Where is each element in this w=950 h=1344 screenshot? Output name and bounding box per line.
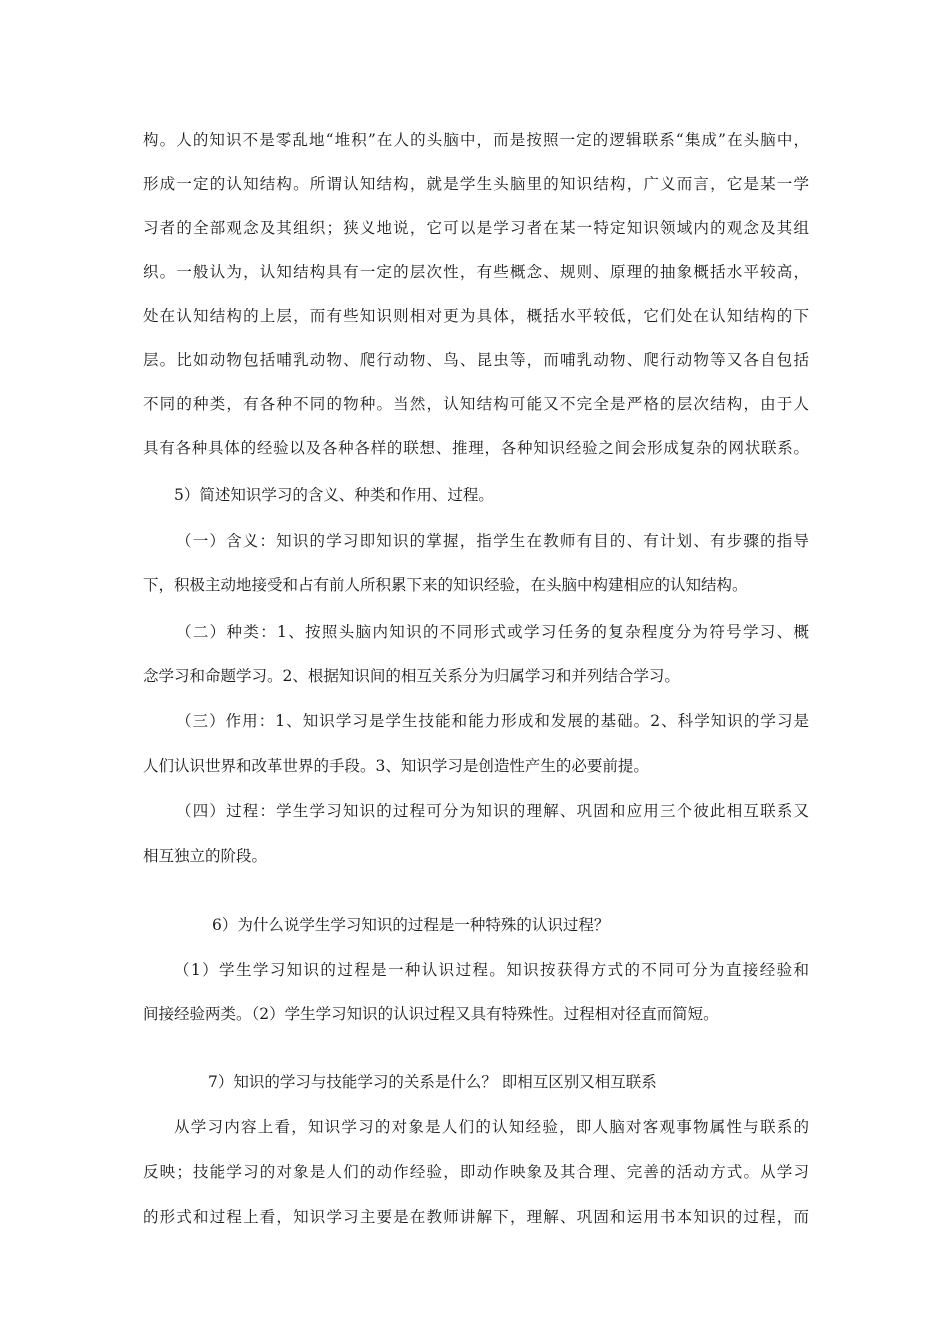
paragraph-line: 从学习内容上看，知识学习的对象是人们的认知经验，即人脑对客观事物属性与联系的 [174,1118,809,1136]
paragraph-line: 相互独立的阶段。 [143,847,268,865]
paragraph-line: （四）过程：学生学习知识的过程可分为知识的理解、巩固和应用三个彼此相互联系又 [176,802,809,820]
paragraph-line: 的形式和过程上看，知识学习主要是在教师讲解下，理解、巩固和运用书本知识的过程，而 [143,1208,809,1226]
question-heading-6: 6）为什么说学生学习知识的过程是一种特殊的认识过程？ [212,916,610,934]
paragraph-line: （三）作用：1、知识学习是学生技能和能力形成和发展的基础。2、科学知识的学习是 [176,712,809,730]
paragraph-line: 间接经验两类。（2）学生学习知识的认识过程又具有特殊性。过程相对径直而简短。 [143,1005,719,1023]
paragraph-line: 织。一般认为，认知结构具有一定的层次性，有些概念、规则、原理的抽象概括水平较高， [143,263,809,281]
paragraph-line: 具有各种具体的经验以及各种各样的联想、推理，各种知识经验之间会形成复杂的网状联系。 [143,439,809,457]
paragraph-line: 形成一定的认知结构。所谓认知结构，就是学生头脑里的知识结构，广义而言，它是某一学 [143,175,809,193]
paragraph-line: 习者的全部观念及其组织；狭义地说，它可以是学习者在某一特定知识领域内的观念及其组 [143,219,809,237]
paragraph-line: 下，积极主动地接受和占有前人所积累下来的知识经验，在头脑中构建相应的认知结构。 [143,576,748,594]
paragraph-line: （二）种类：1、按照头脑内知识的不同形式或学习任务的复杂程度分为符号学习、概 [176,623,809,641]
paragraph-line: 反映；技能学习的对象是人们的动作经验，即动作映象及其合理、完善的活动方式。从学习 [143,1163,809,1181]
paragraph-line: 构。人的知识不是零乱地“堆积”在人的头脑中，而是按照一定的逻辑联系“集成”在头脑中， [143,131,809,149]
paragraph-line: （1）学生学习知识的过程是一种认识过程。知识按获得方式的不同可分为直接经验和 [174,961,809,979]
question-heading-7: 7）知识的学习与技能学习的关系是什么？ 即相互区别又相互联系 [208,1073,657,1091]
paragraph-line: （一）含义：知识的学习即知识的掌握，指学生在教师有目的、有计划、有步骤的指导 [176,532,809,550]
paragraph-line: 念学习和命题学习。2、根据知识间的相互关系分为归属学习和并列结合学习。 [143,667,680,685]
paragraph-line: 不同的种类，有各种不同的物种。当然，认知结构可能又不完全是严格的层次结构，由于人 [143,395,809,413]
paragraph-line: 人们认识世界和改革世界的手段。3、知识学习是创造性产生的必要前提。 [143,757,649,775]
question-heading-5: 5）简述知识学习的含义、种类和作用、过程。 [174,486,494,504]
paragraph-line: 层。比如动物包括哺乳动物、爬行动物、鸟、昆虫等，而哺乳动物、爬行动物等又各自包括 [143,351,809,369]
paragraph-line: 处在认知结构的上层，而有些知识则相对更为具体，概括水平较低，它们处在认知结构的下 [143,307,809,325]
